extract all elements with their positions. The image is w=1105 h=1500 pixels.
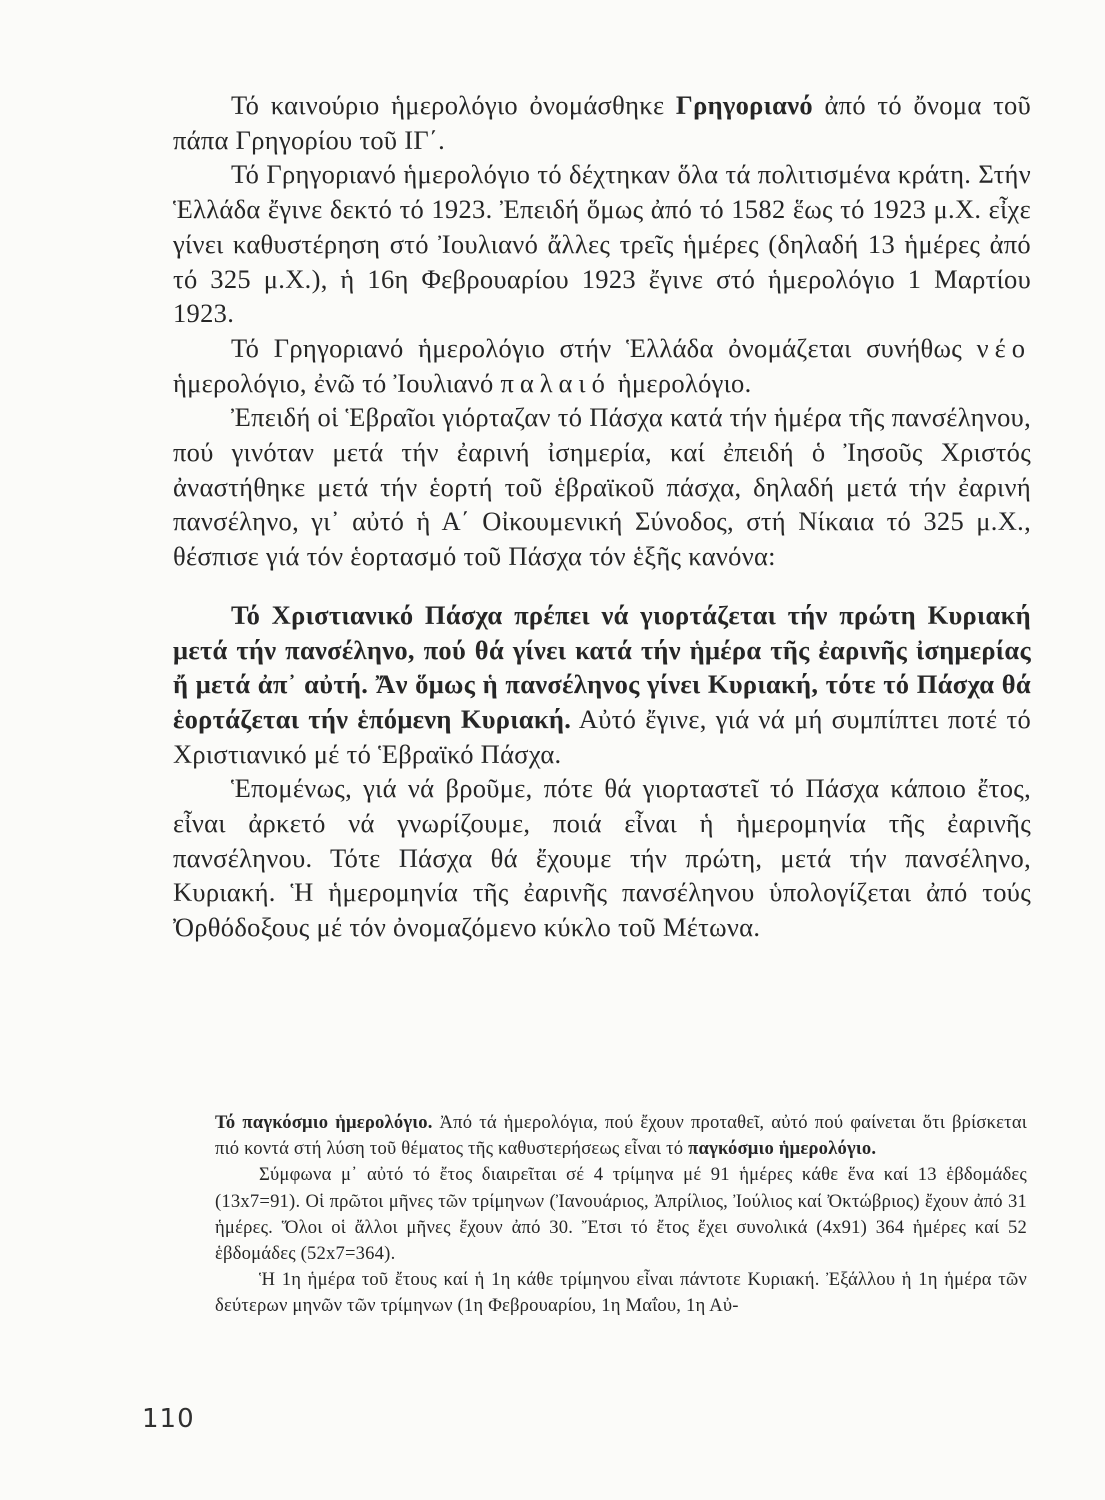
paragraph-1-text-start: Τό καινούριο ἡμερολόγιο ὀνομάσθηκε [231, 90, 676, 120]
footnote-paragraph-3: Ἡ 1η ἡμέρα τοῦ ἔτους καί ἡ 1η κάθε τρίμηνου εἶναι πάντοτε Κυριακή. Ἐξάλλου ἡ 1η ἡμέρα τῶν δεύτερων μηνῶν τῶν τρίμηνων (1η Φεβρουαρίου, 1η Μαΐου, 1η Αὐ- [215, 1269, 1027, 1317]
paragraph-1 [173, 88, 1031, 157]
paragraph-1-text-end: ἀπό τό ὄνομα τοῦ πάπα Γρηγορίου τοῦ ΙΓ΄. [173, 90, 1032, 155]
world-calendar-term: παγκόσμιο ἡμερολόγιο. [688, 1138, 877, 1160]
main-text [173, 88, 1031, 945]
paragraph-2: Τό Γρηγοριανό ἡμερολόγιο τό δέχτηκαν ὅλα τά πολιτισμένα κράτη. Στήν Ἑλλάδα ἔγινε δεκτό τό 1923. Ἐπειδή ὅμως ἀπό τό 1582 ἕως τό 1923 μ.Χ. εἶχε γίνει καθυστέρηση στό Ἰουλιανό ἄλλες τρεῖς ἡμέρες (δηλαδή 13 ἡμέρες ἀπό τό 325 μ.Χ.), ἡ 16η Φεβρουαρίου 1923 ἔγινε στό ἡμερολόγιο 1 Μαρτίου 1923. [173, 159, 1031, 329]
footnote-paragraph-1-text: Ἀπό τά ἡμερολόγια, πού ἔχουν προταθεῖ, αὐτό πού φαίνεται ὅτι βρίσκεται πιό κοντά στή λύση τοῦ θέματος τῆς καθυστερήσεως εἶναι τό [215, 1112, 1027, 1160]
new-term: νέο [976, 332, 1031, 363]
gregorian-term: Γρηγοριανό [675, 90, 813, 120]
footnote-paragraph-2: Σύμφωνα μ᾽ αὐτό τό ἔτος διαιρεῖται σέ 4 τρίμηνα μέ 91 ἡμέρες κάθε ἕνα καί 13 ἑβδομάδες (13x7=91). Οἱ πρῶτοι μῆνες τῶν τρίμηνων (Ἰανουάριος, Ἀπρίλιος, Ἰούλιος καί Ὀκτώβριος) ἔχουν ἀπό 31 ἡμέρες. Ὅλοι οἱ ἄλλοι μῆνες ἔχουν ἀπό 30. Ἔτσι τό ἔτος ἔχει συνολικά (4x91) 364 ἡμέρες καί 52 ἑβδομάδες (52x7=364). [215, 1164, 1027, 1265]
paragraph-4: Ἐπειδή οἱ Ἑβραῖοι γιόρταζαν τό Πάσχα κατά τήν ἡμέρα τῆς πανσέληνου, πού γινόταν μετά τήν ἐαρινή ἰσημερία, καί ἐπειδή ὁ Ἰησοῦς Χριστός ἀναστήθηκε μετά τήν ἑορτή τοῦ ἑβραϊκοῦ πάσχα, δηλαδή μετά τήν ἐαρινή πανσέληνο, γι᾽ αὐτό ἡ Α΄ Οἰκουμενική Σύνοδος, στή Νίκαια τό 325 μ.Χ., θέσπισε γιά τόν ἑορτασμό τοῦ Πάσχα τόν ἑξῆς κανόνα: [173, 402, 1031, 572]
easter-rule-bold: Τό Χριστιανικό Πάσχα πρέπει νά γιορτάζεται τήν πρώτη Κυριακή μετά τήν πανσέληνο, πού θά γίνει κατά τήν ἡμέρα τῆς ἐαρινῆς ἰσημερίας ἤ μετά ἀπ᾽ αὐτή. Ἄν ὅμως ἡ πανσέληνος γίνει Κυριακή, τότε τό Πάσχα θά ἑορτάζεται τήν ἑπόμενη Κυριακή. [173, 599, 1031, 734]
page-number: 110 [142, 1404, 195, 1434]
paragraph-6: Ἑπομένως, γιά νά βροῦμε, πότε θά γιορταστεῖ τό Πάσχα κάποιο ἔτος, εἶναι ἀρκετό νά γνωρίζουμε, ποιά εἶναι ἡ ἡμερομηνία τῆς ἐαρινῆς πανσέληνου. Τότε Πάσχα θά ἔχουμε τήν πρώτη, μετά τήν πανσέληνο, Κυριακή. Ἡ ἡμερομηνία τῆς ἐαρινῆς πανσέληνου ὑπολογίζεται ἀπό τούς Ὀρθόδοξους μέ τόν ὀνομαζόμενο κύκλο τοῦ Μέτωνα. [173, 773, 1031, 943]
footnote-heading: Τό παγκόσμιο ἡμερολόγιο. [215, 1112, 433, 1133]
paragraph-3-text-c: ἡμερολόγιο, ἐνῶ τό Ἰουλιανό [173, 367, 501, 398]
footnote-paragraph-1 [215, 1110, 1027, 1162]
easter-rule-explanation: Αὐτό ἔγινε, γιά νά μή συμπίπτει ποτέ τό Χριστιανικό μέ τό Ἑβραϊκό Πάσχα. [173, 703, 1031, 769]
paragraph-5-easter-rule [173, 598, 1031, 772]
footnote-block [215, 1110, 1027, 1320]
paragraph-3 [173, 331, 1031, 400]
paragraph-3-text-e: ἡμερολόγιο. [610, 367, 752, 398]
paragraph-3-text-a: Τό Γρηγοριανό ἡμερολόγιο στήν Ἑλλάδα ὀνομάζεται συνήθως [231, 332, 977, 363]
old-term: παλαιό [500, 367, 611, 398]
